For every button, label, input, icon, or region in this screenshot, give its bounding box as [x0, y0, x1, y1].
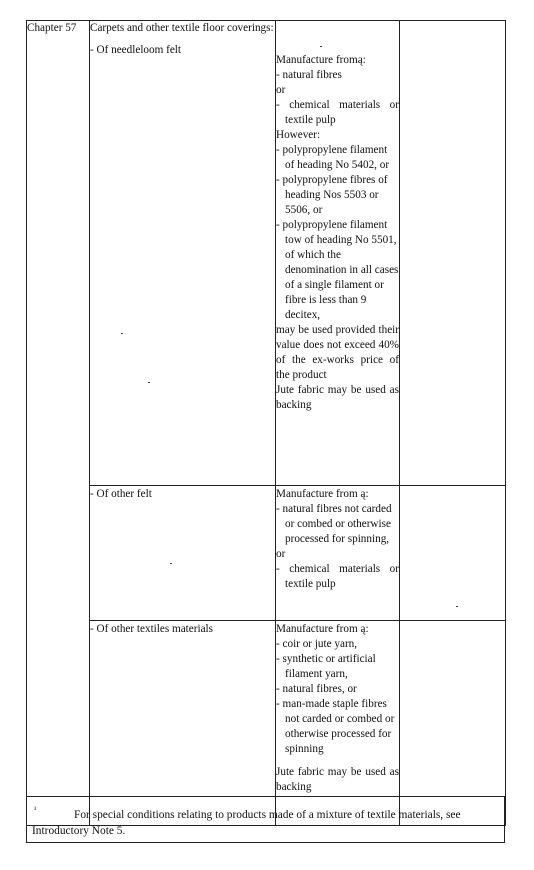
condition-line: - coir or jute yarn,: [276, 638, 358, 650]
rules-table: [26, 20, 506, 826]
scan-speck: [170, 563, 172, 564]
description-cell: [90, 621, 276, 826]
scan-speck: [456, 606, 458, 607]
description-cell: [90, 486, 276, 621]
condition-line: - natural fibres not carded or combed or otherwise processed for spinning,: [276, 503, 392, 545]
empty-cell: [400, 621, 506, 826]
footnote-text: For special conditions relating to products made of a mixture of textile materials, see Introductory Note 5.: [32, 809, 461, 837]
condition-line: - natural fibres: [276, 69, 342, 81]
footnote-marker: ¹: [34, 805, 37, 814]
conditions-cell: [276, 486, 400, 621]
condition-line: Manufacture fromą:: [276, 54, 366, 66]
condition-line: or: [276, 548, 286, 560]
condition-line: Manufacture from ą:: [276, 488, 369, 500]
description-cell: [90, 21, 276, 486]
scan-speck: [148, 382, 150, 383]
chapter-label: Chapter 57: [27, 22, 77, 34]
empty-cell: [400, 486, 506, 621]
condition-line: However:: [276, 129, 321, 141]
condition-line: - polypropylene fibres of heading Nos 5503 or 5506, or: [276, 174, 388, 216]
condition-line: - natural fibres, or: [276, 683, 357, 695]
condition-line: - chemical materials or textile pulp: [276, 99, 399, 126]
condition-line: Jute fabric may be used as backing: [276, 766, 399, 793]
scan-speck: [121, 333, 123, 334]
scan-speck: [320, 46, 322, 47]
condition-line: - polypropylene filament tow of heading No 5501, of which the denomination in all cases of a single filament or fibre is less than 9 decitex,: [276, 219, 399, 321]
conditions-cell: [276, 21, 400, 486]
table-row: [27, 21, 506, 486]
chapter-cell: [27, 21, 90, 826]
table-row: [27, 621, 506, 826]
condition-line: Manufacture from ą:: [276, 623, 369, 635]
heading-text: Carpets and other textile floor coverings:: [90, 22, 274, 34]
spacer: [276, 757, 399, 765]
item-needleloom-felt: - Of needleloom felt: [90, 44, 182, 56]
condition-line: - polypropylene filament of heading No 5402, or: [276, 144, 390, 171]
condition-line: - man-made staple fibres not carded or combed or otherwise processed for spinning: [276, 698, 395, 755]
condition-line: - synthetic or artificial filament yarn,: [276, 653, 376, 680]
footnote-box: [26, 796, 505, 843]
item-other-textiles: - Of other textiles materials: [90, 623, 214, 635]
condition-line: may be used provided their value does not exceed 40% of the ex-works price of the product: [276, 324, 399, 381]
table-row: [27, 486, 506, 621]
conditions-cell: [276, 621, 400, 826]
condition-line: - chemical materials or textile pulp: [276, 563, 399, 590]
empty-cell: [400, 21, 506, 486]
condition-line: Jute fabric may be used as backing: [276, 384, 399, 411]
condition-line: or: [276, 84, 286, 96]
item-other-felt: - Of other felt: [90, 488, 152, 500]
